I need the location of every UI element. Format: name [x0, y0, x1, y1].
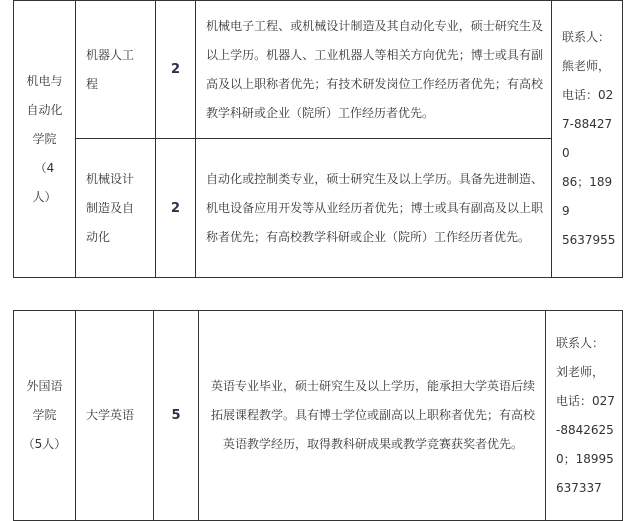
major-cell — [76, 1, 156, 139]
contact-cell — [546, 311, 623, 521]
contact-line: -8842625 — [556, 422, 614, 437]
contact-line: 熊老师， — [562, 59, 611, 73]
requirement-cell: 英语专业毕业，硕士研究生及以上学历，能承担大学英语后续拓展课程教学。具有博士学位或副高以上职称者优先；有高校英语教学经历，取得教科研成果或教学竞赛获奖者优先。 — [199, 311, 546, 521]
contact-line: 86；1899 — [562, 175, 613, 218]
department-cell — [14, 1, 76, 278]
contact-line: 7-884270 — [562, 117, 613, 160]
recruitment-table-mechatronics — [13, 0, 623, 278]
major-line: 制造及自 — [86, 200, 135, 215]
headcount-cell: 5 — [154, 311, 199, 521]
recruitment-table-foreign-languages — [13, 310, 623, 521]
headcount-cell: 2 — [156, 139, 196, 278]
contact-cell — [552, 1, 623, 278]
department-line: （4 — [34, 160, 55, 175]
department-line: 外国语 — [26, 379, 63, 393]
contact-line: 联系人： — [556, 335, 605, 350]
contact-line: 5637955 — [562, 233, 616, 247]
contact-line: 637337 — [556, 480, 602, 495]
major-line: 程 — [86, 76, 99, 91]
department-line: 人） — [32, 189, 57, 204]
contact-line: 电话：02 — [562, 88, 614, 102]
department-line: 学院 — [32, 408, 57, 422]
major-cell: 大学英语 — [76, 311, 154, 521]
contact-line: 0；18995 — [556, 451, 614, 466]
headcount-cell: 2 — [156, 1, 196, 139]
department-line: 机电与 — [26, 73, 63, 88]
requirement-cell: 机械电子工程、或机械设计制造及其自动化专业，硕士研究生及以上学历。机器人、工业机器人等相关方向优先；博士或具有副高及以上职称者优先；有技术研发岗位工作经历者优先；有高校教学科研或企业（院所）工作经历者优先。 — [196, 1, 552, 139]
department-line: 自动化 — [26, 102, 63, 117]
department-cell — [14, 311, 76, 521]
contact-line: 电话：027 — [556, 393, 615, 408]
major-cell — [76, 139, 156, 278]
contact-line: 刘老师， — [556, 364, 605, 379]
contact-line: 联系人： — [562, 30, 611, 44]
requirement-cell: 自动化或控制类专业，硕士研究生及以上学历。具备先进制造、机电设备应用开发等从业经历者优先；博士或具有副高及以上职称者优先；有高校教学科研或企业（院所）工作经历者优先。 — [196, 139, 552, 278]
major-line: 动化 — [86, 229, 111, 244]
department-line: （5人） — [22, 437, 67, 451]
major-line: 机器人工 — [86, 47, 135, 62]
major-line: 机械设计 — [86, 171, 135, 186]
department-line: 学院 — [32, 131, 57, 146]
